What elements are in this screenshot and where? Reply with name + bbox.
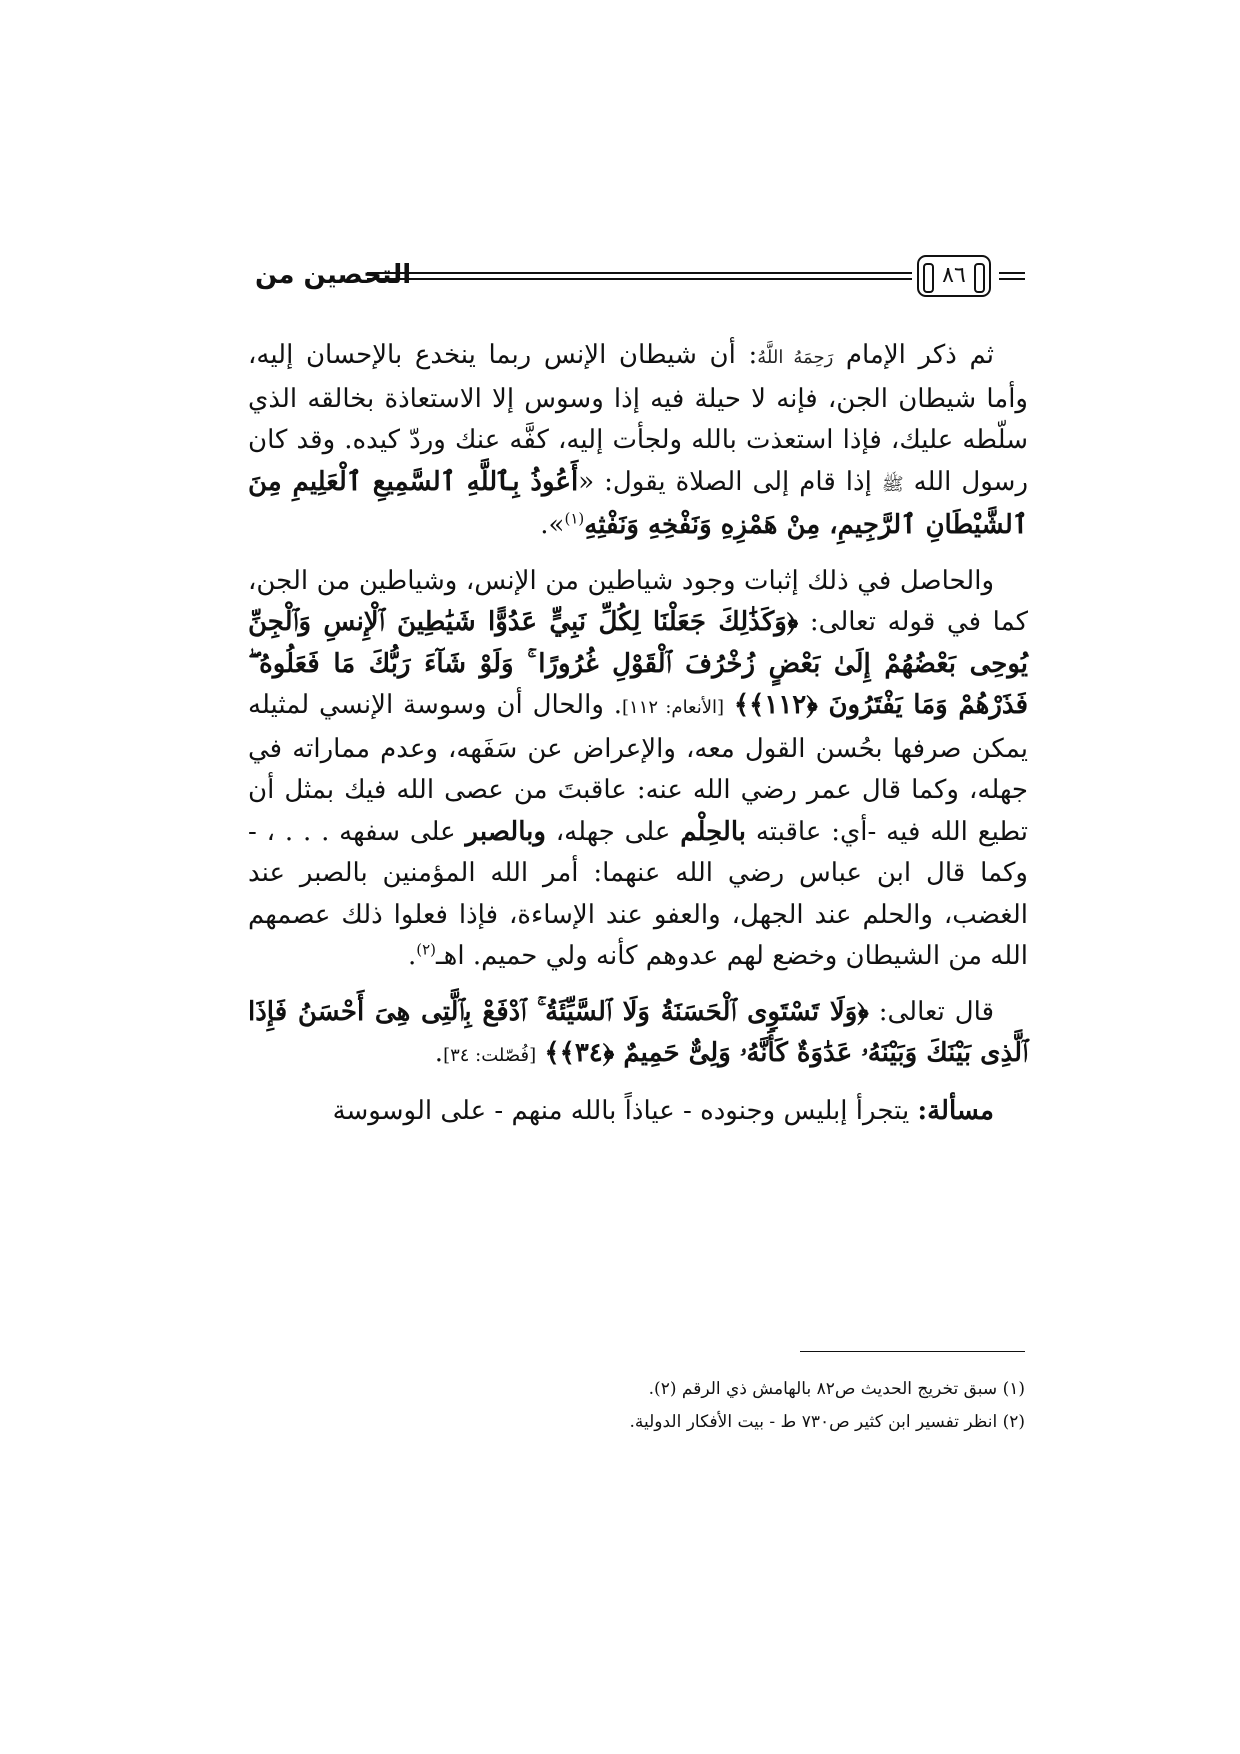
paragraph-1-text-a: ثم ذكر الإمام [833,340,994,370]
page-number-frame [917,255,991,297]
page-body [248,335,1028,1146]
footnote-2: (٢) انظر تفسير ابن كثير ص٧٣٠ ط - بيت الأفكار الدولية. [629,1412,1025,1432]
paragraph-1-text-d: ». [540,510,565,540]
quran-verse-fussilat-34: ﴿وَلَا تَسْتَوِى ٱلْحَسَنَةُ وَلَا ٱلسَّيِّئَةُ ۚ ٱدْفَعْ بِٱلَّتِى هِىَ أَحْسَنُ فَإِذَا ٱلَّذِى بَيْنَكَ وَبَيْنَهُۥ عَدَٰوَةٌ كَأَنَّهُۥ وَلِىٌّ حَمِيمٌ ﴿٣٤﴾﴾ [248,996,1028,1068]
paragraph-2-text-d: على سفهه . . . ، - وكما قال ابن عباس رضي الله عنهما: أمر الله المؤمنين بالصبر عند الغضب، والحلم عند الجهل، والعفو عند الإساءة، فإذا فعلوا ذلك عصمهم الله من الشيطان وخضع لهم عدوهم كأنه ولي حميم. اهـ [248,816,1028,971]
hadith-supplication: أَعُوذُ بِٱللَّهِ ٱلسَّمِيعِ ٱلْعَلِيمِ مِنَ ٱلشَّيْطَانِ ٱلرَّجِيمِ، مِنْ هَمْزِهِ وَنَفْخِهِ وَنَفْثِهِ [248,466,1028,540]
footnote-separator [800,1351,1025,1352]
running-header [255,255,1025,299]
paragraph-2-text-c: على جهله، [545,816,681,847]
paragraph-4-text: يتجرأ إبليس وجنوده - عياذاً بالله منهم - على الوسوسة [332,1095,918,1126]
paragraph-1-text-b: : أن شيطان الإنس ربما ينخدع بالإحسان إليه، وأما شيطان الجن، فإنه لا حيلة فيه إذا وسوس إلا الاستعاذة بخالقه الذي سلّطه عليك، فإذا استعذت بالله ولجأت إليه، كفَّه عنك وردّ كيده. وقد كان رسول الله [248,340,1028,497]
paragraph-2-text-b: . والحال أن وسوسة الإنسي لمثيله يمكن صرفها بحُسن القول معه، والإعراض عن سَفَهه، وعدم مماراته في جهله، وكما قال عمر رضي الله عنه: عاقبتَ من عصى الله فيك بمثل أن تطيع الله فيه -أي: عاقبته [248,690,1028,847]
paragraph-1 [248,335,1028,547]
footnote-ref-2[interactable]: (٢) [416,940,437,959]
verse-reference-fussilat: [فُصّلت: ٣٤] [443,1045,537,1066]
header-rule [367,272,912,274]
bold-hilm: بالحِلْم [680,816,747,847]
footnote-ref-1[interactable]: (١) [564,509,585,528]
issue-label: مسألة: [917,1095,994,1126]
footnotes [255,1373,1025,1439]
paragraph-3 [248,992,1028,1077]
running-title: التحصين من [255,260,412,290]
paragraph-1-text-c: إذا قام إلى الصلاة يقول: « [578,466,882,497]
header-rule-right [999,272,1025,274]
paragraph-3-text-b: . [434,1038,444,1068]
paragraph-2-text-e: . [407,941,417,971]
verse-reference-anam: [الأنعام: ١١٢] [622,697,725,718]
quran-verse-anam-112: ﴿وَكَذَٰلِكَ جَعَلْنَا لِكُلِّ نَبِيٍّ عَدُوًّا شَيَٰطِينَ ٱلْإِنسِ وَٱلْجِنِّ يُوحِى بَعْضُهُمْ إِلَىٰ بَعْضٍ زُخْرُفَ ٱلْقَوْلِ غُرُورًا ۚ وَلَوْ شَآءَ رَبُّكَ مَا فَعَلُوهُ ۖ فَذَرْهُمْ وَمَا يَفْتَرُونَ ﴿١١٢﴾﴾ [248,607,1029,720]
paragraph-2 [248,561,1028,978]
honorific-rahimahullah: رَحِمَهُ اللَّهُ [757,347,834,368]
paragraph-2-text-a: والحاصل في ذلك إثبات وجود شياطين من الإنس، وشياطين من الجن، كما في قوله تعالى: [248,565,1028,637]
footnote-1: (١) سبق تخريج الحديث ص٨٢ بالهامش ذي الرقم (٢). [648,1379,1025,1399]
paragraph-3-text-a: قال تعالى: [868,996,994,1027]
bold-sabr: وبالصبر [465,816,546,847]
page-number: ٨٦ [942,263,966,288]
honorific-salla: ﷺ [881,473,904,495]
paragraph-4 [248,1091,1028,1133]
